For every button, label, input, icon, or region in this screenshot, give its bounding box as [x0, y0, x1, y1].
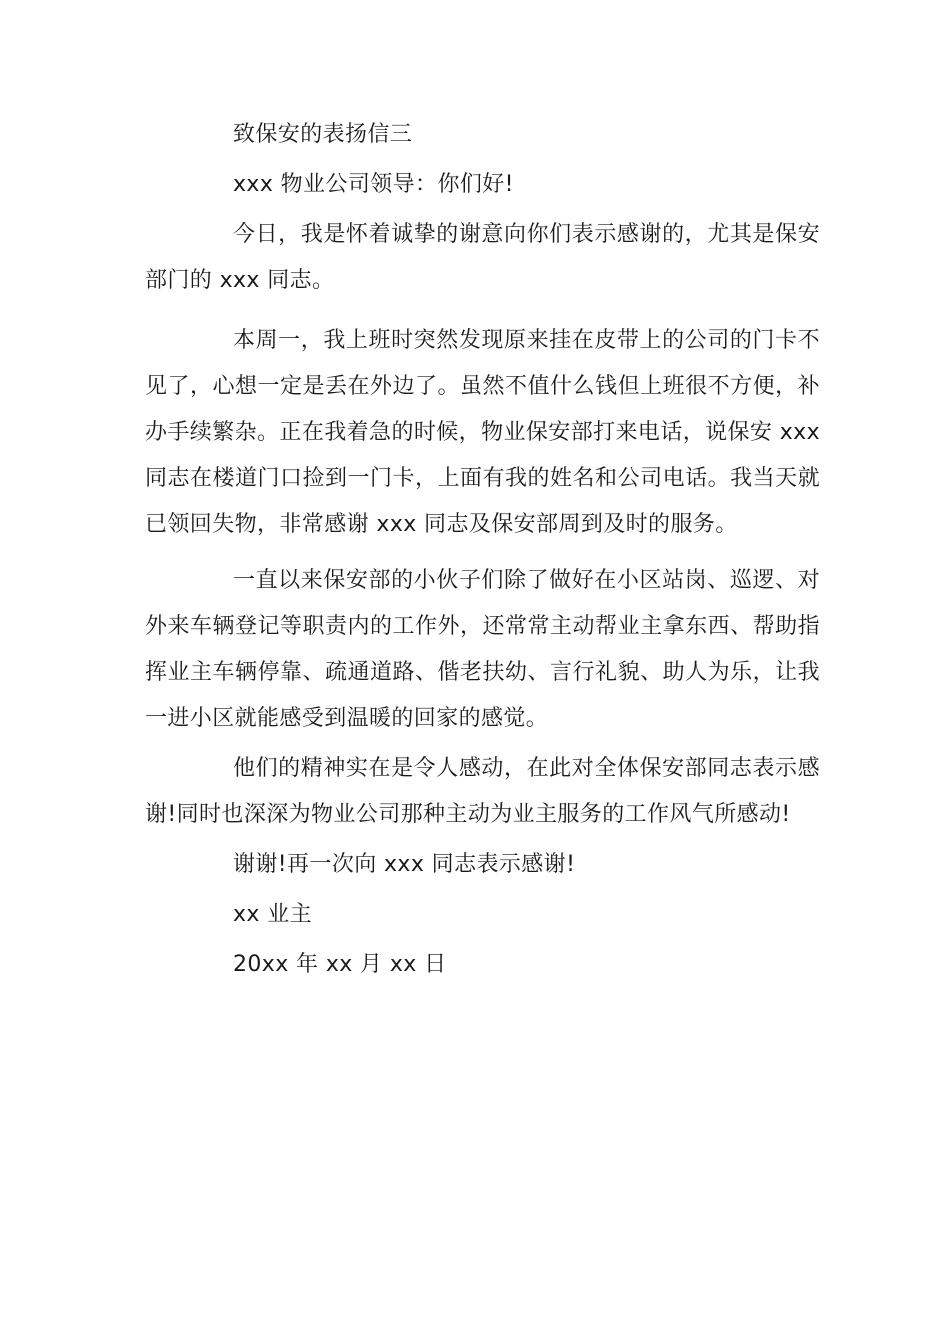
paragraph-1: 今日，我是怀着诚挚的谢意向你们表示感谢的，尤其是保安部门的 xxx 同志。: [145, 222, 820, 293]
paragraph-3: 一直以来保安部的小伙子们除了做好在小区站岗、巡逻、对外来车辆登记等职责内的工作外，还常常主动帮业主拿东西、帮助指挥业主车辆停靠、疏通道路、偕老扶幼、言行礼貌、助人为乐，让我一进小区就能感受到温暖的回家的感觉。: [145, 568, 820, 731]
letter-closing: 谢谢!再一次向 xxx 同志表示感谢!: [233, 852, 576, 877]
paragraph-2: 本周一，我上班时突然发现原来挂在皮带上的公司的门卡不见了，心想一定是丢在外边了。虽然不值什么钱但上班很不方便，补办手续繁杂。正在我着急的时候，物业保安部打来电话，说保安 xxx 同志在楼道门口捡到一门卡，上面有我的姓名和公司电话。我当天就已领回失物，非常感谢 xxx 同志及保安部周到及时的服务。: [145, 328, 820, 537]
letter-date: 20xx 年 xx 月 xx 日: [233, 952, 447, 977]
letter-title: 致保安的表扬信三: [233, 122, 413, 147]
letter-signature: xx 业主: [233, 902, 313, 927]
letter-body: [145, 112, 820, 988]
paragraph-4: 他们的精神实在是令人感动，在此对全体保安部同志表示感谢!同时也深深为物业公司那种主动为业主服务的工作风气所感动!: [145, 756, 820, 827]
letter-salutation: xxx 物业公司领导：你们好!: [233, 172, 514, 197]
